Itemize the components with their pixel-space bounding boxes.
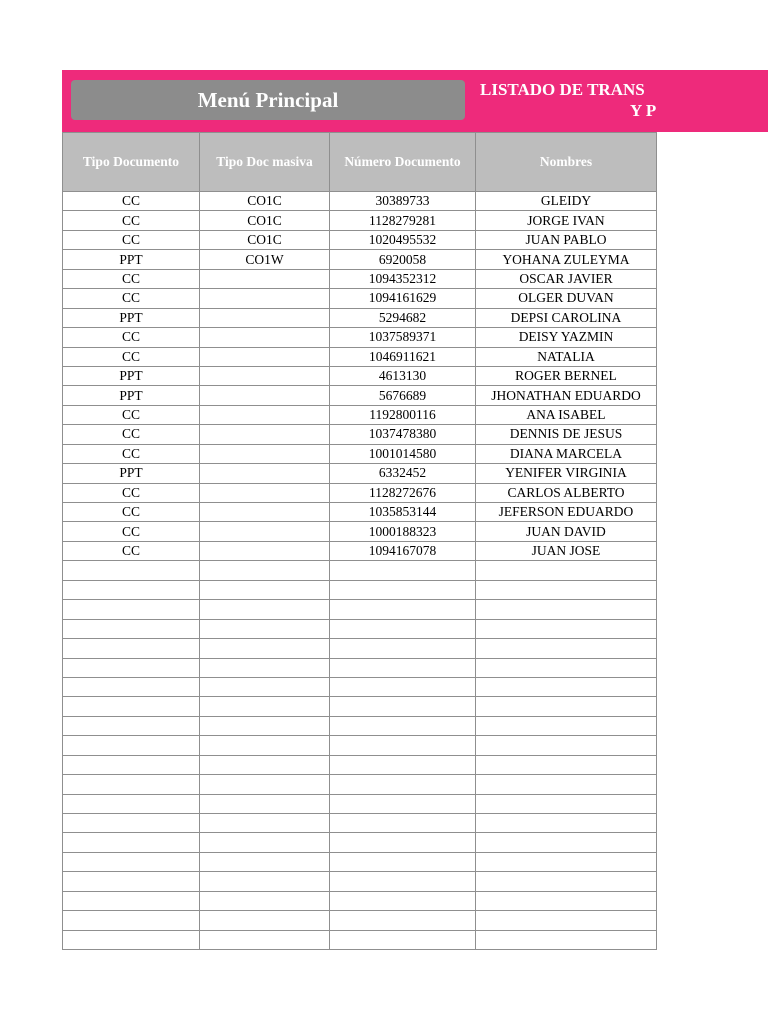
cell-nombres[interactable] [476, 716, 657, 735]
cell-nombres[interactable]: JUAN DAVID [476, 522, 657, 541]
cell-numero-documento[interactable]: 1046911621 [330, 347, 476, 366]
cell-numero-documento[interactable] [330, 600, 476, 619]
cell-tipo-documento[interactable]: CC [63, 503, 200, 522]
cell-numero-documento[interactable]: 1094161629 [330, 289, 476, 308]
cell-numero-documento[interactable]: 6332452 [330, 464, 476, 483]
table-header-row [63, 133, 657, 192]
table-row [63, 833, 657, 852]
cell-tipo-documento[interactable]: CC [63, 522, 200, 541]
cell-numero-documento[interactable] [330, 755, 476, 774]
cell-numero-documento[interactable] [330, 658, 476, 677]
cell-tipo-documento[interactable] [63, 891, 200, 910]
cell-nombres[interactable] [476, 911, 657, 930]
cell-tipo-documento[interactable] [63, 658, 200, 677]
cell-nombres[interactable] [476, 619, 657, 638]
cell-nombres[interactable]: CARLOS ALBERTO [476, 483, 657, 502]
table-row [63, 425, 657, 444]
cell-tipo-documento[interactable]: CC [63, 444, 200, 463]
page-title: LISTADO DE TRANS [480, 80, 645, 99]
banner-title-area [480, 70, 656, 132]
table-row [63, 677, 657, 696]
cell-tipo-documento[interactable]: CC [63, 269, 200, 288]
table-row [63, 891, 657, 910]
cell-numero-documento[interactable]: 30389733 [330, 192, 476, 211]
cell-nombres[interactable]: OSCAR JAVIER [476, 269, 657, 288]
cell-nombres[interactable]: DEISY YAZMIN [476, 328, 657, 347]
cell-nombres[interactable] [476, 814, 657, 833]
cell-numero-documento[interactable]: 1192800116 [330, 405, 476, 424]
table-row [63, 347, 657, 366]
cell-nombres[interactable]: YOHANA ZULEYMA [476, 250, 657, 269]
cell-numero-documento[interactable]: 5294682 [330, 308, 476, 327]
table-row [63, 911, 657, 930]
column-header-nombres[interactable]: Nombres [476, 133, 657, 192]
table-row [63, 464, 657, 483]
cell-tipo-doc-masiva[interactable] [200, 289, 330, 308]
cell-tipo-doc-masiva[interactable] [200, 619, 330, 638]
cell-nombres[interactable]: JUAN PABLO [476, 230, 657, 249]
cell-nombres[interactable]: YENIFER VIRGINIA [476, 464, 657, 483]
cell-nombres[interactable] [476, 930, 657, 949]
cell-tipo-doc-masiva[interactable]: CO1C [200, 230, 330, 249]
table-row [63, 658, 657, 677]
cell-tipo-doc-masiva[interactable] [200, 639, 330, 658]
cell-numero-documento[interactable]: 1094352312 [330, 269, 476, 288]
table-row [63, 386, 657, 405]
cell-tipo-doc-masiva[interactable] [200, 911, 330, 930]
cell-tipo-doc-masiva[interactable]: CO1C [200, 211, 330, 230]
cell-tipo-documento[interactable] [63, 775, 200, 794]
cell-numero-documento[interactable] [330, 775, 476, 794]
table-row [63, 794, 657, 813]
cell-nombres[interactable]: DEPSI CAROLINA [476, 308, 657, 327]
cell-tipo-documento[interactable]: PPT [63, 464, 200, 483]
cell-tipo-doc-masiva[interactable] [200, 366, 330, 385]
cell-tipo-doc-masiva[interactable] [200, 269, 330, 288]
cell-tipo-documento[interactable]: CC [63, 328, 200, 347]
cell-tipo-doc-masiva[interactable] [200, 405, 330, 424]
cell-tipo-doc-masiva[interactable] [200, 930, 330, 949]
cell-tipo-doc-masiva[interactable] [200, 386, 330, 405]
cell-tipo-documento[interactable] [63, 852, 200, 871]
cell-tipo-documento[interactable]: CC [63, 192, 200, 211]
cell-tipo-documento[interactable] [63, 794, 200, 813]
table-row [63, 775, 657, 794]
cell-nombres[interactable]: JUAN JOSE [476, 541, 657, 560]
cell-numero-documento[interactable]: 1128279281 [330, 211, 476, 230]
cell-tipo-doc-masiva[interactable] [200, 600, 330, 619]
table-body [63, 192, 657, 950]
cell-nombres[interactable]: JHONATHAN EDUARDO [476, 386, 657, 405]
table-row [63, 328, 657, 347]
cell-nombres[interactable] [476, 833, 657, 852]
cell-tipo-doc-masiva[interactable] [200, 483, 330, 502]
table-row [63, 639, 657, 658]
table-row [63, 561, 657, 580]
cell-numero-documento[interactable] [330, 833, 476, 852]
table-row [63, 405, 657, 424]
table-row [63, 736, 657, 755]
cell-nombres[interactable]: OLGER DUVAN [476, 289, 657, 308]
cell-nombres[interactable] [476, 755, 657, 774]
cell-tipo-documento[interactable] [63, 833, 200, 852]
cell-numero-documento[interactable]: 1001014580 [330, 444, 476, 463]
cell-numero-documento[interactable] [330, 911, 476, 930]
cell-tipo-doc-masiva[interactable] [200, 716, 330, 735]
cell-numero-documento[interactable] [330, 930, 476, 949]
cell-nombres[interactable]: DENNIS DE JESUS [476, 425, 657, 444]
cell-numero-documento[interactable]: 6920058 [330, 250, 476, 269]
cell-tipo-doc-masiva[interactable] [200, 872, 330, 891]
cell-nombres[interactable] [476, 658, 657, 677]
cell-tipo-documento[interactable]: CC [63, 230, 200, 249]
cell-tipo-documento[interactable] [63, 619, 200, 638]
column-header-numero-documento[interactable]: Número Documento [330, 133, 476, 192]
cell-numero-documento[interactable]: 1035853144 [330, 503, 476, 522]
cell-numero-documento[interactable]: 1128272676 [330, 483, 476, 502]
cell-numero-documento[interactable] [330, 619, 476, 638]
cell-tipo-doc-masiva[interactable] [200, 541, 330, 560]
cell-numero-documento[interactable] [330, 677, 476, 696]
cell-numero-documento[interactable] [330, 872, 476, 891]
table-row [63, 930, 657, 949]
cell-tipo-documento[interactable] [63, 814, 200, 833]
cell-nombres[interactable] [476, 775, 657, 794]
cell-tipo-doc-masiva[interactable] [200, 814, 330, 833]
table-row [63, 600, 657, 619]
cell-tipo-doc-masiva[interactable] [200, 794, 330, 813]
cell-tipo-documento[interactable]: PPT [63, 308, 200, 327]
table-row [63, 483, 657, 502]
cell-tipo-documento[interactable] [63, 600, 200, 619]
table-row [63, 697, 657, 716]
cell-tipo-documento[interactable] [63, 561, 200, 580]
cell-tipo-documento[interactable] [63, 911, 200, 930]
table-row [63, 250, 657, 269]
cell-tipo-doc-masiva[interactable] [200, 658, 330, 677]
column-header-tipo-documento[interactable]: Tipo Documento [63, 133, 200, 192]
cell-tipo-doc-masiva[interactable] [200, 328, 330, 347]
cell-nombres[interactable] [476, 736, 657, 755]
cell-nombres[interactable] [476, 639, 657, 658]
cell-tipo-documento[interactable] [63, 755, 200, 774]
table-row [63, 444, 657, 463]
cell-numero-documento[interactable]: 5676689 [330, 386, 476, 405]
cell-tipo-documento[interactable] [63, 872, 200, 891]
table-row [63, 366, 657, 385]
cell-nombres[interactable] [476, 872, 657, 891]
table-row [63, 716, 657, 735]
cell-tipo-doc-masiva[interactable] [200, 697, 330, 716]
cell-tipo-doc-masiva[interactable] [200, 561, 330, 580]
cell-tipo-documento[interactable]: CC [63, 347, 200, 366]
cell-tipo-documento[interactable]: CC [63, 425, 200, 444]
cell-nombres[interactable] [476, 794, 657, 813]
cell-tipo-documento[interactable] [63, 677, 200, 696]
column-header-tipo-doc-masiva[interactable]: Tipo Doc masiva [200, 133, 330, 192]
cell-tipo-documento[interactable]: PPT [63, 250, 200, 269]
cell-tipo-doc-masiva[interactable] [200, 308, 330, 327]
page-title-line2: Y P [630, 101, 656, 120]
cell-tipo-doc-masiva[interactable] [200, 503, 330, 522]
cell-tipo-documento[interactable]: PPT [63, 366, 200, 385]
cell-nombres[interactable] [476, 677, 657, 696]
cell-tipo-doc-masiva[interactable] [200, 833, 330, 852]
cell-nombres[interactable]: GLEIDY [476, 192, 657, 211]
cell-tipo-doc-masiva[interactable] [200, 736, 330, 755]
cell-nombres[interactable] [476, 600, 657, 619]
cell-tipo-doc-masiva[interactable] [200, 677, 330, 696]
cell-tipo-documento[interactable]: CC [63, 211, 200, 230]
header-banner [62, 70, 768, 132]
cell-tipo-documento[interactable] [63, 716, 200, 735]
cell-tipo-doc-masiva[interactable] [200, 464, 330, 483]
table-row [63, 814, 657, 833]
cell-tipo-documento[interactable]: CC [63, 405, 200, 424]
cell-numero-documento[interactable] [330, 561, 476, 580]
cell-nombres[interactable]: DIANA MARCELA [476, 444, 657, 463]
cell-tipo-doc-masiva[interactable] [200, 891, 330, 910]
cell-tipo-doc-masiva[interactable] [200, 580, 330, 599]
table-row [63, 522, 657, 541]
cell-numero-documento[interactable]: 1037589371 [330, 328, 476, 347]
cell-numero-documento[interactable] [330, 580, 476, 599]
cell-tipo-doc-masiva[interactable]: CO1W [200, 250, 330, 269]
cell-numero-documento[interactable]: 1020495532 [330, 230, 476, 249]
cell-tipo-documento[interactable] [63, 736, 200, 755]
table-row [63, 211, 657, 230]
cell-numero-documento[interactable] [330, 891, 476, 910]
cell-nombres[interactable]: ANA ISABEL [476, 405, 657, 424]
table-row [63, 541, 657, 560]
cell-tipo-doc-masiva[interactable] [200, 347, 330, 366]
table-row [63, 852, 657, 871]
cell-tipo-documento[interactable] [63, 580, 200, 599]
cell-tipo-documento[interactable]: CC [63, 289, 200, 308]
table-row [63, 308, 657, 327]
cell-nombres[interactable]: JORGE IVAN [476, 211, 657, 230]
cell-numero-documento[interactable] [330, 639, 476, 658]
cell-numero-documento[interactable] [330, 794, 476, 813]
table-row [63, 230, 657, 249]
cell-nombres[interactable] [476, 852, 657, 871]
table-row [63, 755, 657, 774]
table-row [63, 580, 657, 599]
cell-tipo-doc-masiva[interactable] [200, 425, 330, 444]
documents-table [62, 132, 657, 950]
table-row [63, 192, 657, 211]
cell-tipo-doc-masiva[interactable] [200, 755, 330, 774]
table-row [63, 872, 657, 891]
cell-tipo-documento[interactable] [63, 697, 200, 716]
table-row [63, 619, 657, 638]
cell-nombres[interactable] [476, 561, 657, 580]
cell-numero-documento[interactable] [330, 716, 476, 735]
cell-tipo-doc-masiva[interactable] [200, 444, 330, 463]
cell-tipo-documento[interactable]: CC [63, 483, 200, 502]
cell-numero-documento[interactable] [330, 697, 476, 716]
cell-numero-documento[interactable]: 1037478380 [330, 425, 476, 444]
cell-nombres[interactable]: JEFERSON EDUARDO [476, 503, 657, 522]
cell-tipo-doc-masiva[interactable] [200, 852, 330, 871]
cell-nombres[interactable]: ROGER BERNEL [476, 366, 657, 385]
table-row [63, 289, 657, 308]
cell-tipo-doc-masiva[interactable] [200, 522, 330, 541]
main-menu-button[interactable]: Menú Principal [71, 80, 465, 120]
cell-numero-documento[interactable] [330, 814, 476, 833]
cell-tipo-documento[interactable] [63, 639, 200, 658]
cell-tipo-doc-masiva[interactable]: CO1C [200, 192, 330, 211]
cell-numero-documento[interactable] [330, 852, 476, 871]
cell-tipo-documento[interactable]: CC [63, 541, 200, 560]
cell-nombres[interactable] [476, 697, 657, 716]
cell-tipo-doc-masiva[interactable] [200, 775, 330, 794]
cell-numero-documento[interactable]: 1094167078 [330, 541, 476, 560]
cell-numero-documento[interactable]: 4613130 [330, 366, 476, 385]
cell-nombres[interactable]: NATALIA [476, 347, 657, 366]
cell-tipo-documento[interactable]: PPT [63, 386, 200, 405]
cell-numero-documento[interactable] [330, 736, 476, 755]
cell-numero-documento[interactable]: 1000188323 [330, 522, 476, 541]
cell-tipo-documento[interactable] [63, 930, 200, 949]
table-row [63, 269, 657, 288]
cell-nombres[interactable] [476, 580, 657, 599]
table-row [63, 503, 657, 522]
cell-nombres[interactable] [476, 891, 657, 910]
